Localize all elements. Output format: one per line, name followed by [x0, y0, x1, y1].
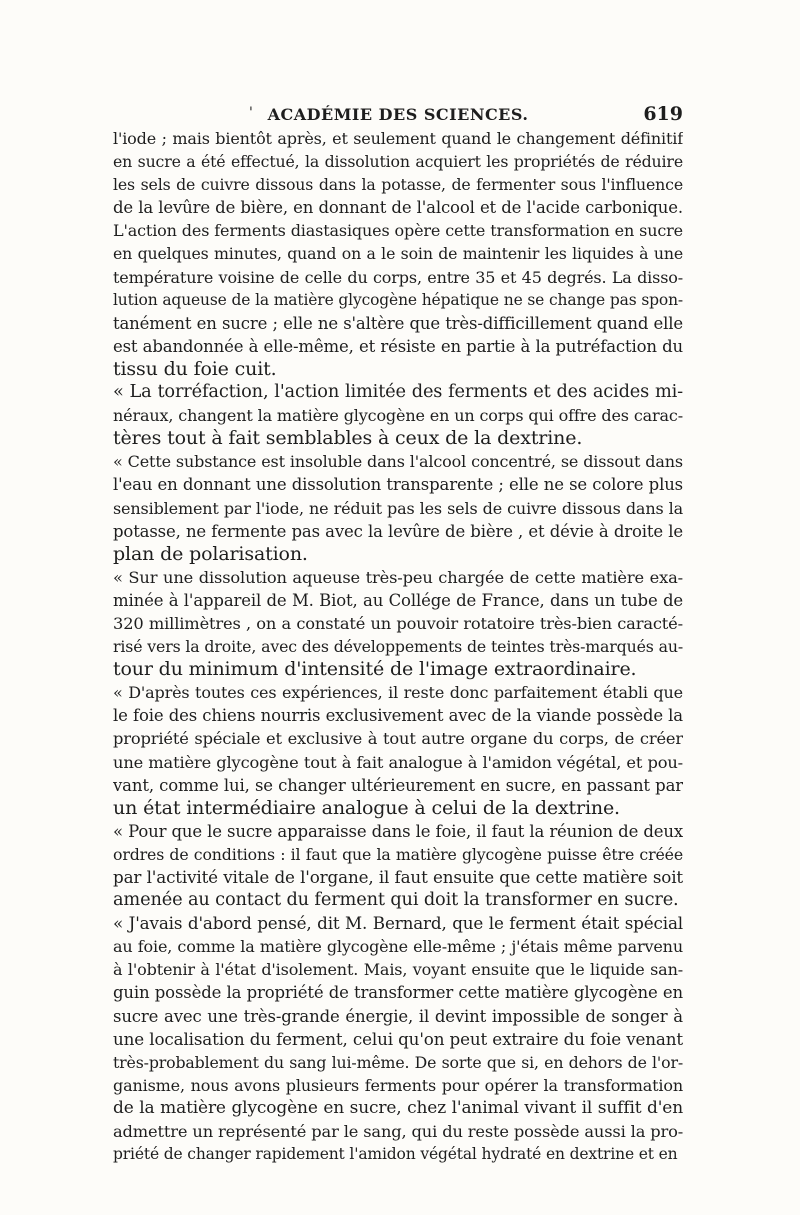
text-line: plan de polarisation. [113, 542, 308, 565]
paragraph [113, 681, 683, 820]
text-line: néraux, changent la matière glycogène en un corps qui offre des carac- [113, 406, 683, 426]
paragraph [113, 912, 683, 1166]
text-line: potasse, ne fermente pas avec la levûre de bière , et dévie à droite le [113, 521, 683, 541]
paragraph [113, 450, 683, 565]
text-line: tour du minimum d'intensité de l'image extraordinaire. [113, 658, 637, 681]
text-line: l'eau en donnant une dissolution transparente ; elle ne se colore plus [113, 475, 683, 495]
header-mark: ' [249, 105, 253, 121]
text-line: sensiblement par l'iode, ne réduit pas les sels de cuivre dissous dans la [113, 498, 683, 518]
text-line: par l'activité vitale de l'organe, il faut ensuite que cette matière soit [113, 867, 683, 887]
text-line: le foie des chiens nourris exclusivement avec de la viande possède la [113, 706, 683, 726]
text-line: « J'avais d'abord pensé, dit M. Bernard, que le ferment était spécial [113, 913, 683, 934]
text-line: est abandonnée à elle-même, et résiste en partie à la putréfaction du [113, 336, 683, 356]
text-line: ganisme, nous avons plusieurs ferments pour opérer la transformation [113, 1075, 683, 1095]
text-line: lution aqueuse de la matière glycogène hépatique ne se change pas spon- [113, 290, 683, 309]
text-line: un état intermédiaire analogue à celui de la dextrine. [113, 796, 620, 819]
text-line: admettre un représenté par le sang, qui du reste possède aussi la pro- [113, 1122, 683, 1142]
paragraph [113, 566, 683, 681]
paragraph [113, 820, 683, 912]
text-line: « Cette substance est insoluble dans l'alcool concentré, se dissout dans [113, 452, 683, 472]
text-line: tères tout à fait semblables à ceux de la dextrine. [113, 427, 583, 450]
text-line: « Sur une dissolution aqueuse très-peu chargée de cette matière exa- [113, 567, 683, 587]
page-number: 619 [643, 103, 683, 125]
text-line: en sucre a été effectué, la dissolution acquiert les propriétés de réduire [113, 152, 683, 172]
text-line: guin possède la propriété de transformer cette matière glycogène en [113, 983, 683, 1003]
text-line: au foie, comme la matière glycogène elle-même ; j'étais même parvenu [113, 937, 683, 957]
paragraph [113, 381, 683, 450]
text-line: « Pour que le sucre apparaisse dans le foie, il faut la réunion de deux [113, 821, 683, 841]
text-line: ordres de conditions : il faut que la matière glycogène puisse être créée [113, 844, 683, 864]
text-line: vant, comme lui, se changer ultérieurement en sucre, en passant par [113, 775, 683, 795]
text-line: une localisation du ferment, celui qu'on peut extraire du foie venant [113, 1028, 683, 1049]
page-body [113, 127, 683, 1166]
text-line: très-probablement du sang lui-même. De sorte que si, en dehors de l'or- [113, 1052, 683, 1072]
running-header [113, 103, 683, 127]
text-line: 320 millimètres , on a constaté un pouvoir rotatoire très-bien caracté- [113, 613, 683, 633]
text-line: une matière glycogène tout à fait analogue à l'amidon végétal, et pou- [113, 752, 683, 772]
running-title: ACADÉMIE DES SCIENCES. [267, 105, 529, 124]
text-line: priété de changer rapidement l'amidon végétal hydraté en dextrine et en [113, 1145, 678, 1164]
text-line: tanément en sucre ; elle ne s'altère que très-difficillement quand elle [113, 313, 683, 333]
text-line: à l'obtenir à l'état d'isolement. Mais, voyant ensuite que le liquide san- [113, 960, 683, 980]
text-line: L'action des ferments diastasiques opère cette transformation en sucre [113, 221, 683, 241]
text-line: « La torréfaction, l'action limitée des ferments et des acides mi- [113, 382, 683, 403]
text-line: en quelques minutes, quand on a le soin de maintenir les liquides à une [113, 244, 683, 264]
text-line: l'iode ; mais bientôt après, et seulement quand le changement définitif [113, 129, 683, 148]
text-line: de la matière glycogène en sucre, chez l'animal vivant il suffit d'en [113, 1097, 683, 1118]
text-line: « D'après toutes ces expériences, il reste donc parfaitement établi que [113, 683, 683, 703]
paragraph [113, 127, 683, 381]
text-line: sucre avec une très-grande énergie, il devint impossible de songer à [113, 1006, 683, 1026]
text-line: de la levûre de bière, en donnant de l'alcool et de l'acide carbonique. [113, 198, 683, 218]
text-line: les sels de cuivre dissous dans la potasse, de fermenter sous l'influence [113, 175, 683, 195]
text-line: tissu du foie cuit. [113, 357, 277, 380]
text-line: température voisine de celle du corps, entre 35 et 45 degrés. La disso- [113, 267, 683, 287]
text-line: propriété spéciale et exclusive à tout autre organe du corps, de créer [113, 729, 683, 749]
text-line: risé vers la droite, avec des développements de teintes très-marqués au- [113, 637, 683, 657]
text-line: amenée au contact du ferment qui doit la transformer en sucre. [113, 890, 679, 911]
text-line: minée à l'appareil de M. Biot, au Collége de France, dans un tube de [113, 590, 683, 610]
